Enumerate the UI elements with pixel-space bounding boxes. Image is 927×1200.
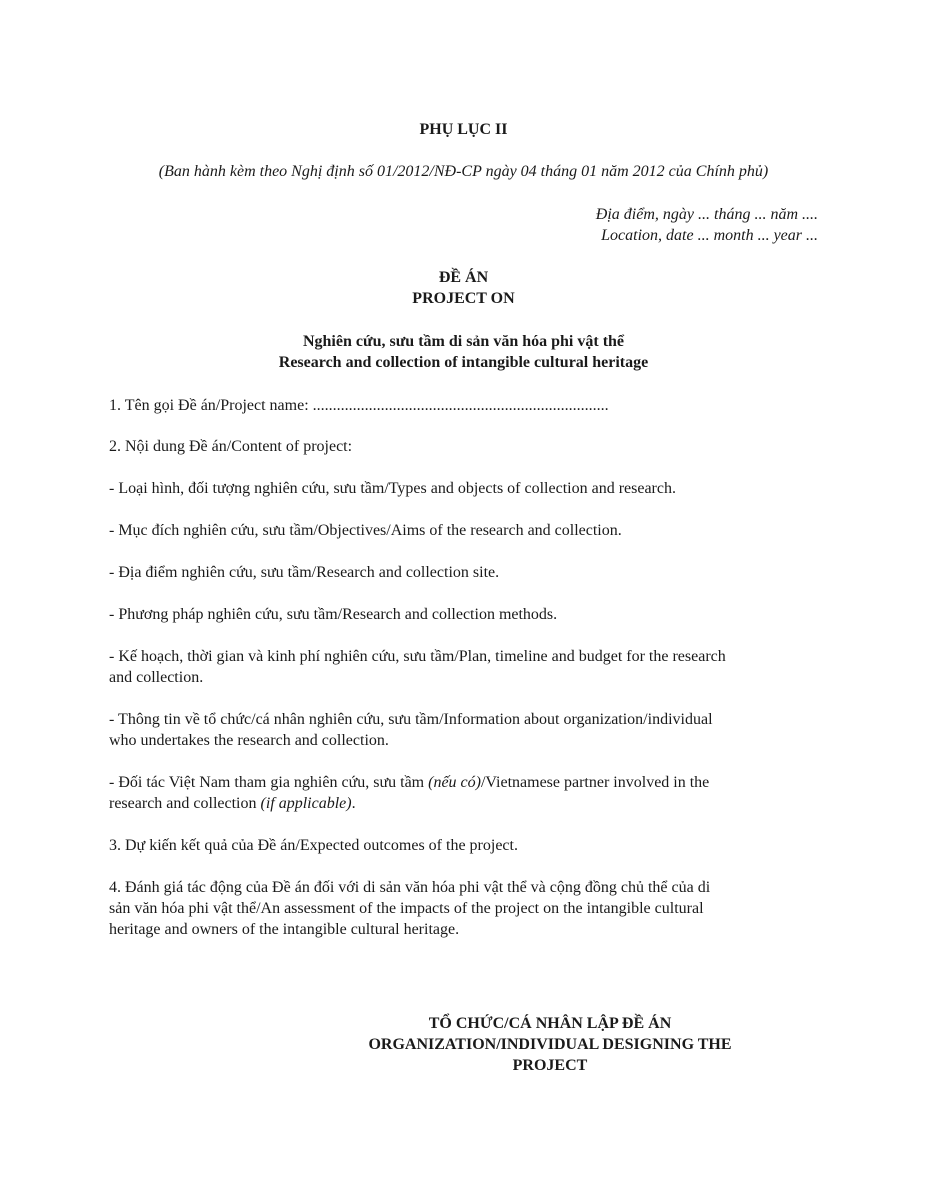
section-2-content (109, 436, 821, 457)
bullet-text-line-1: - Thông tin về tổ chức/cá nhân nghiên cứu, sưu tầm/Information about organization/individual (109, 711, 713, 728)
text-segment-italic: (if applicable) (260, 795, 352, 812)
bullet-objectives (109, 520, 821, 541)
bullet-text: - Mục đích nghiên cứu, sưu tầm/Objectives/Aims of the research and collection. (109, 522, 622, 539)
section-3-outcomes (109, 835, 821, 856)
section-1-project-name (109, 395, 821, 416)
text-segment: research and collection (109, 795, 261, 812)
text-segment: - Đối tác Việt Nam tham gia nghiên cứu, sưu tầm (109, 774, 429, 791)
bullet-types-objects (109, 478, 821, 499)
section-4-text-line-1: 4. Đánh giá tác động của Đề án đối với di sản văn hóa phi vật thể và cộng đồng chủ thể của di (109, 879, 711, 896)
location-date-vi: Địa điểm, ngày ... tháng ... năm .... (595, 206, 818, 223)
bullet-text-line-1 (109, 772, 821, 793)
text-segment: /Vietnamese partner involved in the (480, 774, 710, 791)
bullet-methods (109, 604, 821, 625)
decree-note: (Ban hành kèm theo Nghị định số 01/2012/NĐ-CP ngày 04 tháng 01 năm 2012 của Chính phủ) (158, 163, 769, 180)
project-subject-en: Research and collection of intangible cultural heritage (278, 354, 649, 371)
section-1-text: 1. Tên gọi Đề án/Project name: .......................................................................... (109, 397, 609, 414)
bullet-site (109, 562, 821, 583)
section-4-impact-assessment (109, 877, 821, 940)
bullet-text-line-2 (109, 793, 821, 814)
signature-block (330, 1013, 770, 1076)
section-4-text-line-2: sản văn hóa phi vật thể/An assessment of the impacts of the project on the intangible cultural (109, 900, 704, 917)
section-3-text: 3. Dự kiến kết quả của Đề án/Expected outcomes of the project. (109, 837, 518, 854)
text-segment: . (351, 795, 356, 812)
project-title-en: PROJECT ON (412, 290, 515, 307)
text-segment-italic: (nếu có) (428, 774, 481, 791)
project-title-vi: ĐỀ ÁN (438, 269, 489, 286)
appendix-title: PHỤ LỤC II (419, 121, 508, 138)
project-subject-vi: Nghiên cứu, sưu tầm di sản văn hóa phi vật thể (302, 333, 625, 350)
location-date-en: Location, date ... month ... year ... (601, 227, 818, 244)
bullet-vietnamese-partner (109, 772, 821, 814)
bullet-plan-budget (109, 646, 821, 688)
bullet-text-line-2: who undertakes the research and collection. (109, 732, 389, 749)
signature-line-1: TỔ CHỨC/CÁ NHÂN LẬP ĐỀ ÁN (428, 1015, 672, 1032)
bullet-text: - Địa điểm nghiên cứu, sưu tầm/Research and collection site. (109, 564, 500, 581)
bullet-text-line-1: - Kế hoạch, thời gian và kinh phí nghiên cứu, sưu tầm/Plan, timeline and budget for the research (109, 648, 726, 665)
bullet-text: - Phương pháp nghiên cứu, sưu tầm/Research and collection methods. (109, 606, 558, 623)
bullet-text-line-2: and collection. (109, 669, 204, 686)
section-2-text: 2. Nội dung Đề án/Content of project: (109, 438, 353, 455)
signature-line-2: ORGANIZATION/INDIVIDUAL DESIGNING THE (368, 1036, 732, 1053)
bullet-organization-info (109, 709, 821, 751)
signature-line-3: PROJECT (512, 1057, 588, 1074)
bullet-text: - Loại hình, đối tượng nghiên cứu, sưu tầm/Types and objects of collection and research. (109, 480, 676, 497)
section-4-text-line-3: heritage and owners of the intangible cultural heritage. (109, 921, 460, 938)
